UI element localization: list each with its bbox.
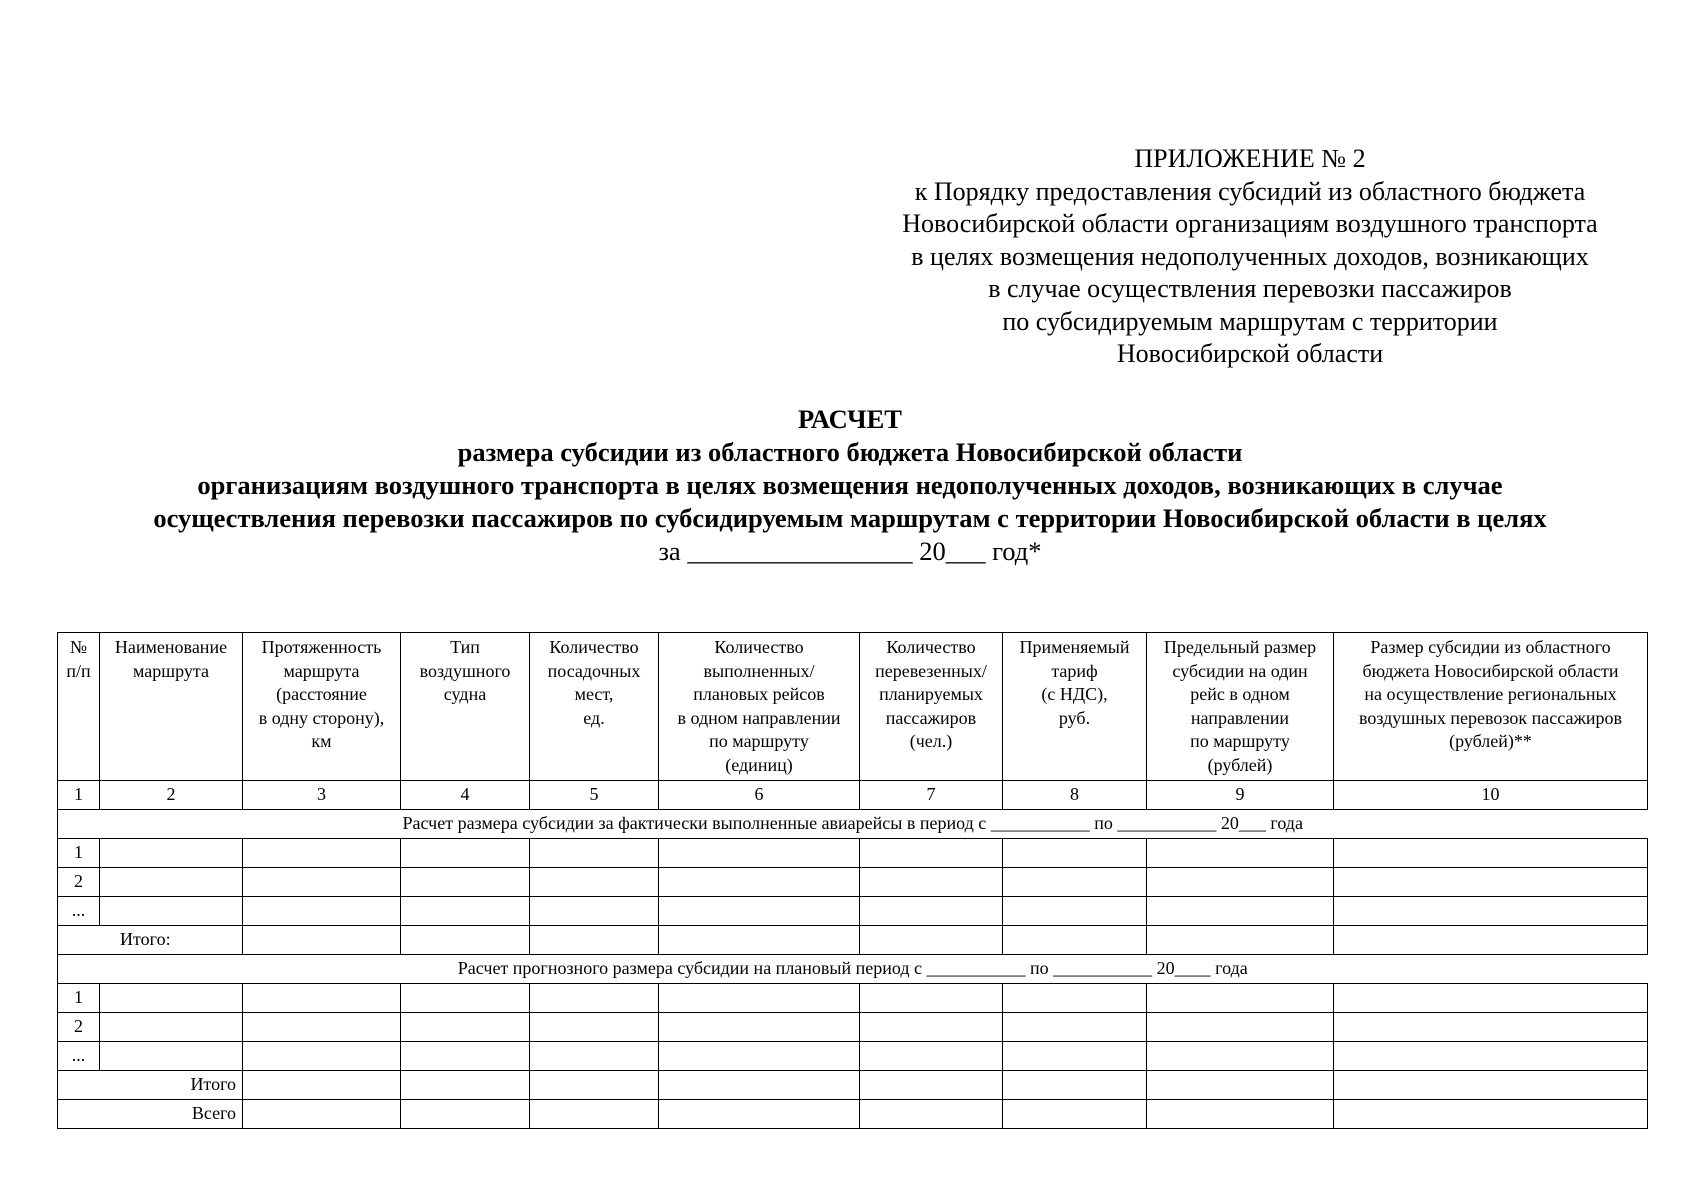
document-title — [60, 403, 1640, 568]
column-header-line: Наименование — [114, 637, 228, 657]
title-line: размера субсидии из областного бюджета Новосибирской области — [457, 437, 1243, 467]
appendix-line: ПРИЛОЖЕНИЕ № 2 — [1134, 144, 1366, 173]
row-number: 1 — [58, 984, 100, 1013]
table-row — [58, 897, 1648, 926]
column-header-line: Количество — [549, 637, 639, 657]
column-number: 8 — [1003, 781, 1147, 810]
column-header — [659, 633, 860, 781]
column-number: 4 — [401, 781, 530, 810]
title-line: осуществления перевозки пассажиров по субсидируемым маршрутам с территории Новосибирской области в целях — [153, 503, 1547, 533]
column-header-line: воздушных перевозок пассажиров — [1358, 707, 1623, 728]
calculation-table — [57, 632, 1648, 1129]
column-header-line: (расстояние — [276, 684, 367, 704]
row-number: ... — [58, 897, 100, 926]
title-heading: РАСЧЕТ — [798, 404, 902, 434]
column-header-line: Размер субсидии из областного — [1370, 637, 1611, 657]
column-number-row — [58, 781, 1648, 810]
table-row — [58, 1042, 1648, 1071]
column-header-line: воздушного — [419, 660, 511, 681]
column-header-line: руб. — [1058, 707, 1091, 728]
column-header-line: пассажиров — [885, 707, 977, 728]
appendix-line: по субсидируемым маршрутам с территории — [1002, 306, 1498, 336]
appendix-line: в случае осуществления перевозки пассажиров — [988, 274, 1512, 303]
column-header — [100, 633, 243, 781]
table-row — [58, 868, 1648, 897]
column-header-line: мест, — [574, 684, 614, 704]
column-header-line: Предельный размер — [1163, 637, 1317, 657]
column-header-line: в одном направлении — [677, 707, 841, 728]
column-header — [1003, 633, 1147, 781]
column-header-line: тариф — [1051, 660, 1098, 681]
section-caption-row — [58, 810, 1648, 839]
row-number: 2 — [58, 868, 100, 897]
column-header-line: рейс в одном — [1190, 684, 1290, 704]
column-header-line: Протяженность — [261, 637, 382, 657]
column-header-line: планируемых — [879, 684, 983, 704]
section-caption: Расчет размера субсидии за фактически выполненные авиарейсы в период с ___________ по ___________ 20___ года — [58, 810, 1648, 839]
column-number: 7 — [860, 781, 1003, 810]
column-header-line: бюджета Новосибирской области — [1362, 660, 1619, 681]
section-caption: Расчет прогнозного размера субсидии на плановый период с ___________ по ___________ 20____ года — [58, 955, 1648, 984]
column-header-line: ед. — [583, 707, 605, 728]
title-period: за _________________ 20___ год* — [658, 536, 1042, 566]
column-header-line: (рублей)** — [1449, 731, 1532, 751]
column-header-line: № — [69, 637, 88, 657]
column-header — [1147, 633, 1334, 781]
table-row — [58, 1013, 1648, 1042]
appendix-line: к Порядку предоставления субсидий из областного бюджета — [914, 176, 1586, 206]
column-header-line: (с НДС), — [1041, 684, 1108, 704]
column-header-line: км — [311, 731, 332, 751]
subtotal-row — [58, 926, 1648, 955]
column-number: 5 — [530, 781, 659, 810]
column-header-line: Количество — [714, 637, 804, 657]
column-header-line: плановых рейсов — [693, 684, 825, 704]
column-header-line: (чел.) — [909, 731, 953, 751]
subtotal-row — [58, 1071, 1648, 1100]
column-header — [860, 633, 1003, 781]
subtotal-label: Итого: — [58, 926, 243, 955]
column-header — [530, 633, 659, 781]
grand-total-label: Всего — [58, 1100, 243, 1129]
grand-total-row — [58, 1100, 1648, 1129]
row-number: 2 — [58, 1013, 100, 1042]
column-header-line: Применяемый — [1019, 637, 1130, 657]
column-header-line: посадочных — [547, 660, 641, 681]
column-header-line: п/п — [66, 660, 91, 681]
table-row — [58, 984, 1648, 1013]
section-caption-row — [58, 955, 1648, 984]
column-header — [58, 633, 100, 781]
column-header-line: субсидии на один — [1172, 660, 1308, 681]
column-header-line: (рублей) — [1207, 754, 1273, 775]
column-header — [243, 633, 401, 781]
column-header-line: перевезенных/ — [875, 660, 987, 681]
column-header-line: (единиц) — [725, 754, 793, 775]
column-header-line: на осуществление региональных — [1364, 684, 1617, 704]
column-header-line: по маршруту — [1190, 731, 1290, 751]
column-number: 9 — [1147, 781, 1334, 810]
column-header-line: направлении — [1190, 707, 1290, 728]
subtotal-label: Итого — [58, 1071, 243, 1100]
column-number: 10 — [1334, 781, 1648, 810]
column-header-line: Количество — [886, 637, 976, 657]
column-header-line: Тип — [450, 637, 480, 657]
column-number: 2 — [100, 781, 243, 810]
column-header-line: в одну сторону), — [258, 707, 385, 728]
column-header-line: по маршруту — [709, 731, 809, 751]
column-header-line: маршрута — [133, 660, 209, 681]
appendix-line: в целях возмещения недополученных доходов, возникающих — [911, 241, 1589, 271]
column-number: 3 — [243, 781, 401, 810]
appendix-line: Новосибирской области организациям воздушного транспорта — [902, 209, 1598, 238]
appendix-block — [860, 143, 1640, 371]
header-row — [58, 633, 1648, 781]
column-number: 1 — [58, 781, 100, 810]
table-row — [58, 839, 1648, 868]
row-number: ... — [58, 1042, 100, 1071]
title-line: организациям воздушного транспорта в целях возмещения недополученных доходов, возникающих в случае — [197, 470, 1503, 500]
column-header-line: маршрута — [283, 660, 360, 681]
row-number: 1 — [58, 839, 100, 868]
column-header-line: судна — [443, 684, 487, 704]
column-header-line: выполненных/ — [703, 660, 815, 681]
column-number: 6 — [659, 781, 860, 810]
column-header — [1334, 633, 1648, 781]
appendix-line: Новосибирской области — [1116, 339, 1384, 368]
column-header — [401, 633, 530, 781]
